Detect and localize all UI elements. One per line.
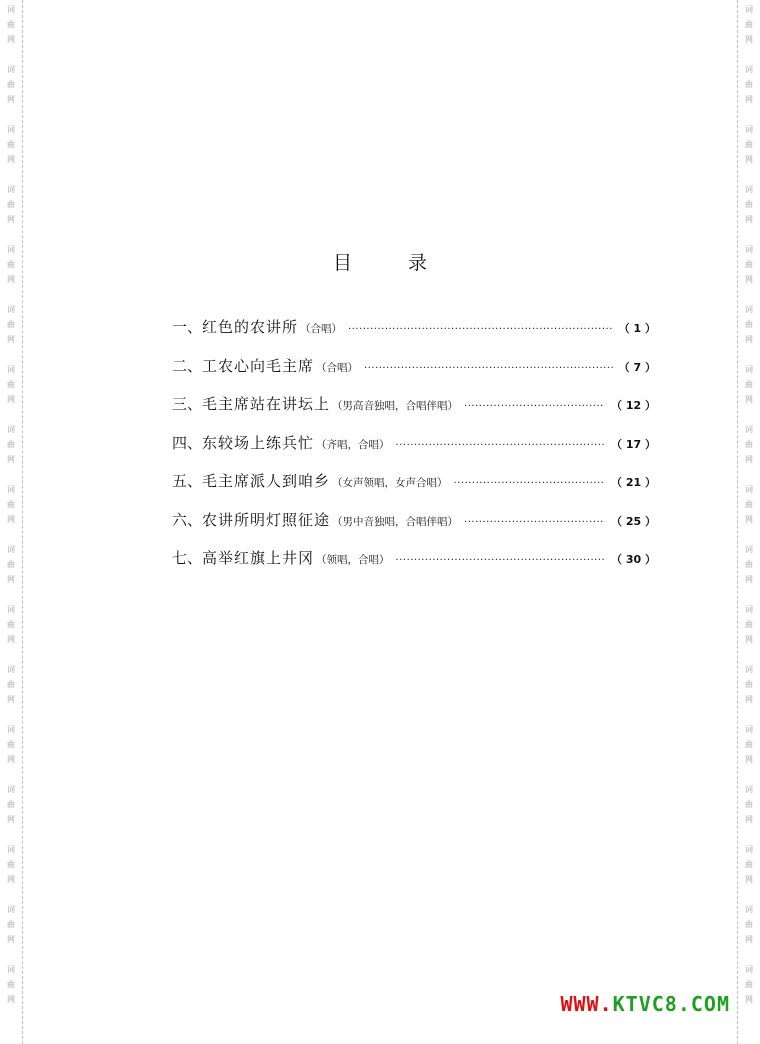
toc-entry-number: 一、 — [172, 318, 203, 336]
margin-watermark-char: 词 — [7, 305, 15, 314]
margin-watermark — [741, 602, 757, 647]
margin-watermark-char: 词 — [7, 605, 15, 614]
margin-watermark-char: 词 — [745, 125, 753, 134]
margin-watermark — [3, 962, 19, 1007]
margin-watermark — [3, 662, 19, 707]
toc-entry-page: （ 12 ） — [611, 399, 656, 412]
margin-watermark-char: 词 — [745, 905, 753, 914]
margin-watermark-char: 网 — [7, 215, 15, 224]
toc-entry-page: （ 7 ） — [618, 360, 656, 374]
margin-watermark — [741, 722, 757, 767]
right-watermark-margin — [737, 0, 760, 1044]
margin-watermark-char: 网 — [745, 275, 753, 284]
margin-watermark — [3, 902, 19, 947]
margin-watermark-char: 曲 — [745, 560, 753, 569]
margin-watermark-char: 曲 — [745, 80, 753, 89]
toc-entry-number: 七、 — [172, 549, 203, 567]
margin-watermark-char: 词 — [745, 725, 753, 734]
margin-watermark-char: 词 — [7, 845, 15, 854]
margin-watermark-char: 词 — [745, 965, 753, 974]
margin-watermark-char: 曲 — [745, 200, 753, 209]
margin-watermark-char: 曲 — [7, 920, 15, 929]
margin-watermark-char: 词 — [745, 845, 753, 854]
margin-watermark-char: 网 — [745, 575, 753, 584]
toc-entry-title: 红色的农讲所 — [202, 318, 299, 336]
margin-watermark-char: 网 — [745, 935, 753, 944]
margin-watermark — [741, 182, 757, 227]
margin-watermark-char: 网 — [7, 875, 15, 884]
margin-watermark-char: 网 — [745, 95, 753, 104]
margin-watermark-char: 曲 — [7, 80, 15, 89]
toc-entry-note: （合唱） — [316, 361, 359, 374]
margin-watermark — [741, 122, 757, 167]
margin-watermark — [3, 302, 19, 347]
margin-watermark-char: 曲 — [7, 320, 15, 329]
dot-leader — [454, 478, 606, 489]
margin-watermark-char: 网 — [7, 275, 15, 284]
margin-watermark-char: 网 — [7, 575, 15, 584]
margin-watermark-char: 词 — [745, 5, 753, 14]
margin-watermark-char: 曲 — [745, 680, 753, 689]
margin-watermark-char: 词 — [7, 365, 15, 374]
margin-watermark — [741, 962, 757, 1007]
margin-watermark — [3, 362, 19, 407]
margin-watermark-char: 网 — [745, 395, 753, 404]
margin-watermark-char: 词 — [745, 785, 753, 794]
margin-watermark — [3, 782, 19, 827]
margin-watermark-char: 词 — [745, 305, 753, 314]
margin-watermark — [741, 482, 757, 527]
margin-watermark — [741, 62, 757, 107]
margin-watermark — [3, 422, 19, 467]
margin-watermark-char: 曲 — [7, 860, 15, 869]
margin-watermark-char: 网 — [745, 455, 753, 464]
margin-watermark-char: 网 — [745, 215, 753, 224]
toc-entry — [172, 509, 656, 548]
margin-watermark — [3, 602, 19, 647]
margin-watermark-char: 网 — [7, 635, 15, 644]
margin-watermark-char: 网 — [745, 515, 753, 524]
margin-watermark — [741, 362, 757, 407]
margin-watermark-char: 曲 — [7, 560, 15, 569]
margin-watermark-char: 网 — [7, 935, 15, 944]
margin-watermark — [3, 722, 19, 767]
margin-watermark-char: 网 — [745, 155, 753, 164]
dot-leader — [348, 324, 613, 335]
margin-watermark-char: 网 — [745, 755, 753, 764]
margin-watermark-char: 词 — [7, 725, 15, 734]
site-watermark-domain: KTVC8.COM — [612, 992, 730, 1016]
margin-watermark-char: 网 — [7, 155, 15, 164]
toc-entry-note: （女声领唱，女声合唱） — [332, 477, 448, 489]
margin-watermark — [3, 482, 19, 527]
margin-watermark — [741, 782, 757, 827]
margin-watermark-char: 网 — [745, 875, 753, 884]
margin-watermark-char: 词 — [7, 245, 15, 254]
margin-watermark-char: 曲 — [7, 260, 15, 269]
toc-title: 目录 — [332, 252, 483, 274]
toc-entry-title: 毛主席站在讲坛上 — [202, 395, 331, 413]
margin-watermark-char: 网 — [7, 455, 15, 464]
left-watermark-margin — [0, 0, 23, 1044]
toc-entry — [172, 547, 656, 586]
margin-watermark-char: 词 — [7, 965, 15, 974]
margin-watermark — [3, 62, 19, 107]
toc-entry-page: （ 25 ） — [611, 514, 656, 528]
margin-watermark-char: 词 — [745, 185, 753, 194]
site-watermark — [560, 992, 730, 1016]
margin-watermark-char: 词 — [7, 125, 15, 134]
margin-watermark-char: 网 — [7, 515, 15, 524]
toc-entry — [172, 432, 656, 471]
table-of-contents — [172, 316, 656, 586]
margin-watermark-char: 曲 — [745, 260, 753, 269]
margin-watermark-char: 词 — [745, 425, 753, 434]
margin-watermark-char: 曲 — [7, 740, 15, 749]
dot-leader — [464, 401, 605, 412]
margin-watermark-char: 词 — [745, 65, 753, 74]
margin-watermark-char: 词 — [7, 485, 15, 494]
margin-watermark-char: 曲 — [745, 800, 753, 809]
toc-entry-note: （男中音独唱，合唱伴唱） — [332, 515, 459, 528]
margin-watermark-char: 词 — [745, 665, 753, 674]
margin-watermark — [741, 302, 757, 347]
margin-watermark-char: 网 — [7, 35, 15, 44]
margin-watermark-char: 曲 — [745, 140, 753, 149]
toc-entry-title: 毛主席派人到咱乡 — [202, 472, 331, 490]
margin-watermark-char: 词 — [745, 485, 753, 494]
margin-watermark-char: 曲 — [7, 440, 15, 449]
margin-watermark-char: 网 — [745, 995, 753, 1004]
toc-entry — [172, 316, 656, 355]
margin-watermark-char: 曲 — [745, 500, 753, 509]
toc-entry-title: 工农心向毛主席 — [202, 356, 315, 375]
margin-watermark-char: 词 — [7, 425, 15, 434]
dot-leader — [364, 363, 613, 374]
toc-entry-page: （ 1 ） — [618, 322, 656, 335]
toc-entry-page: （ 30 ） — [611, 553, 656, 566]
margin-watermark-char: 曲 — [7, 500, 15, 509]
margin-watermark-char: 曲 — [745, 980, 753, 989]
margin-watermark-char: 曲 — [745, 20, 753, 29]
margin-watermark-char: 词 — [7, 785, 15, 794]
margin-watermark-char: 网 — [745, 635, 753, 644]
site-watermark-www: WWW. — [560, 992, 613, 1016]
margin-watermark-char: 网 — [7, 815, 15, 824]
margin-watermark-char: 词 — [745, 365, 753, 374]
toc-entry-note: （合唱） — [300, 323, 343, 335]
margin-watermark — [741, 542, 757, 587]
toc-entry-number: 三、 — [172, 395, 203, 413]
toc-entry-number: 六、 — [172, 510, 203, 529]
toc-entry-number: 二、 — [172, 356, 203, 375]
margin-watermark-char: 曲 — [745, 620, 753, 629]
margin-watermark-char: 网 — [745, 35, 753, 44]
margin-watermark-char: 词 — [7, 665, 15, 674]
margin-watermark-char: 词 — [745, 245, 753, 254]
margin-watermark — [741, 842, 757, 887]
margin-watermark-char: 曲 — [745, 920, 753, 929]
toc-entry-number: 四、 — [172, 433, 203, 452]
margin-watermark-char: 曲 — [7, 980, 15, 989]
toc-entry-note: （齐唱，合唱） — [316, 438, 390, 451]
margin-watermark-char: 网 — [7, 695, 15, 704]
margin-watermark-char: 曲 — [7, 800, 15, 809]
toc-entry — [172, 355, 656, 394]
margin-watermark-char: 词 — [7, 5, 15, 14]
margin-watermark-char: 词 — [745, 545, 753, 554]
margin-watermark-char: 词 — [7, 185, 15, 194]
margin-watermark-char: 词 — [7, 65, 15, 74]
margin-watermark-char: 曲 — [745, 320, 753, 329]
toc-entry-title: 高举红旗上井冈 — [202, 549, 315, 567]
margin-watermark-char: 网 — [745, 695, 753, 704]
dot-leader — [396, 555, 606, 566]
margin-watermark-char: 曲 — [7, 140, 15, 149]
margin-watermark-char: 网 — [7, 755, 15, 764]
toc-entry-title: 农讲所明灯照征途 — [202, 510, 331, 529]
toc-entry — [172, 393, 656, 432]
margin-watermark-char: 网 — [7, 335, 15, 344]
toc-entry — [172, 470, 656, 509]
margin-watermark — [741, 422, 757, 467]
margin-watermark — [3, 2, 19, 47]
toc-entry-page: （ 17 ） — [611, 437, 656, 451]
margin-watermark-char: 曲 — [745, 440, 753, 449]
margin-watermark-char: 曲 — [7, 380, 15, 389]
margin-watermark-char: 曲 — [7, 620, 15, 629]
margin-watermark — [3, 182, 19, 227]
dot-leader — [464, 517, 605, 528]
toc-entry-note: （男高音独唱，合唱伴唱） — [332, 400, 459, 412]
margin-watermark — [3, 542, 19, 587]
toc-entry-number: 五、 — [172, 472, 203, 490]
margin-watermark-char: 曲 — [7, 200, 15, 209]
margin-watermark — [741, 662, 757, 707]
margin-watermark-char: 曲 — [745, 860, 753, 869]
margin-watermark-char: 网 — [745, 815, 753, 824]
toc-entry-title: 东较场上练兵忙 — [202, 433, 315, 452]
margin-watermark — [3, 842, 19, 887]
margin-watermark — [3, 122, 19, 167]
margin-watermark-char: 曲 — [7, 20, 15, 29]
toc-entry-note: （领唱，合唱） — [316, 554, 390, 566]
margin-watermark-char: 网 — [7, 395, 15, 404]
margin-watermark-char: 网 — [7, 995, 15, 1004]
dot-leader — [396, 440, 606, 451]
margin-watermark-char: 网 — [7, 95, 15, 104]
margin-watermark-char: 曲 — [745, 380, 753, 389]
margin-watermark-char: 词 — [745, 605, 753, 614]
margin-watermark-char: 词 — [7, 545, 15, 554]
margin-watermark — [741, 2, 757, 47]
toc-entry-page: （ 21 ） — [611, 476, 656, 489]
margin-watermark-char: 词 — [7, 905, 15, 914]
margin-watermark-char: 网 — [745, 335, 753, 344]
margin-watermark — [741, 902, 757, 947]
margin-watermark-char: 曲 — [745, 740, 753, 749]
margin-watermark-char: 曲 — [7, 680, 15, 689]
